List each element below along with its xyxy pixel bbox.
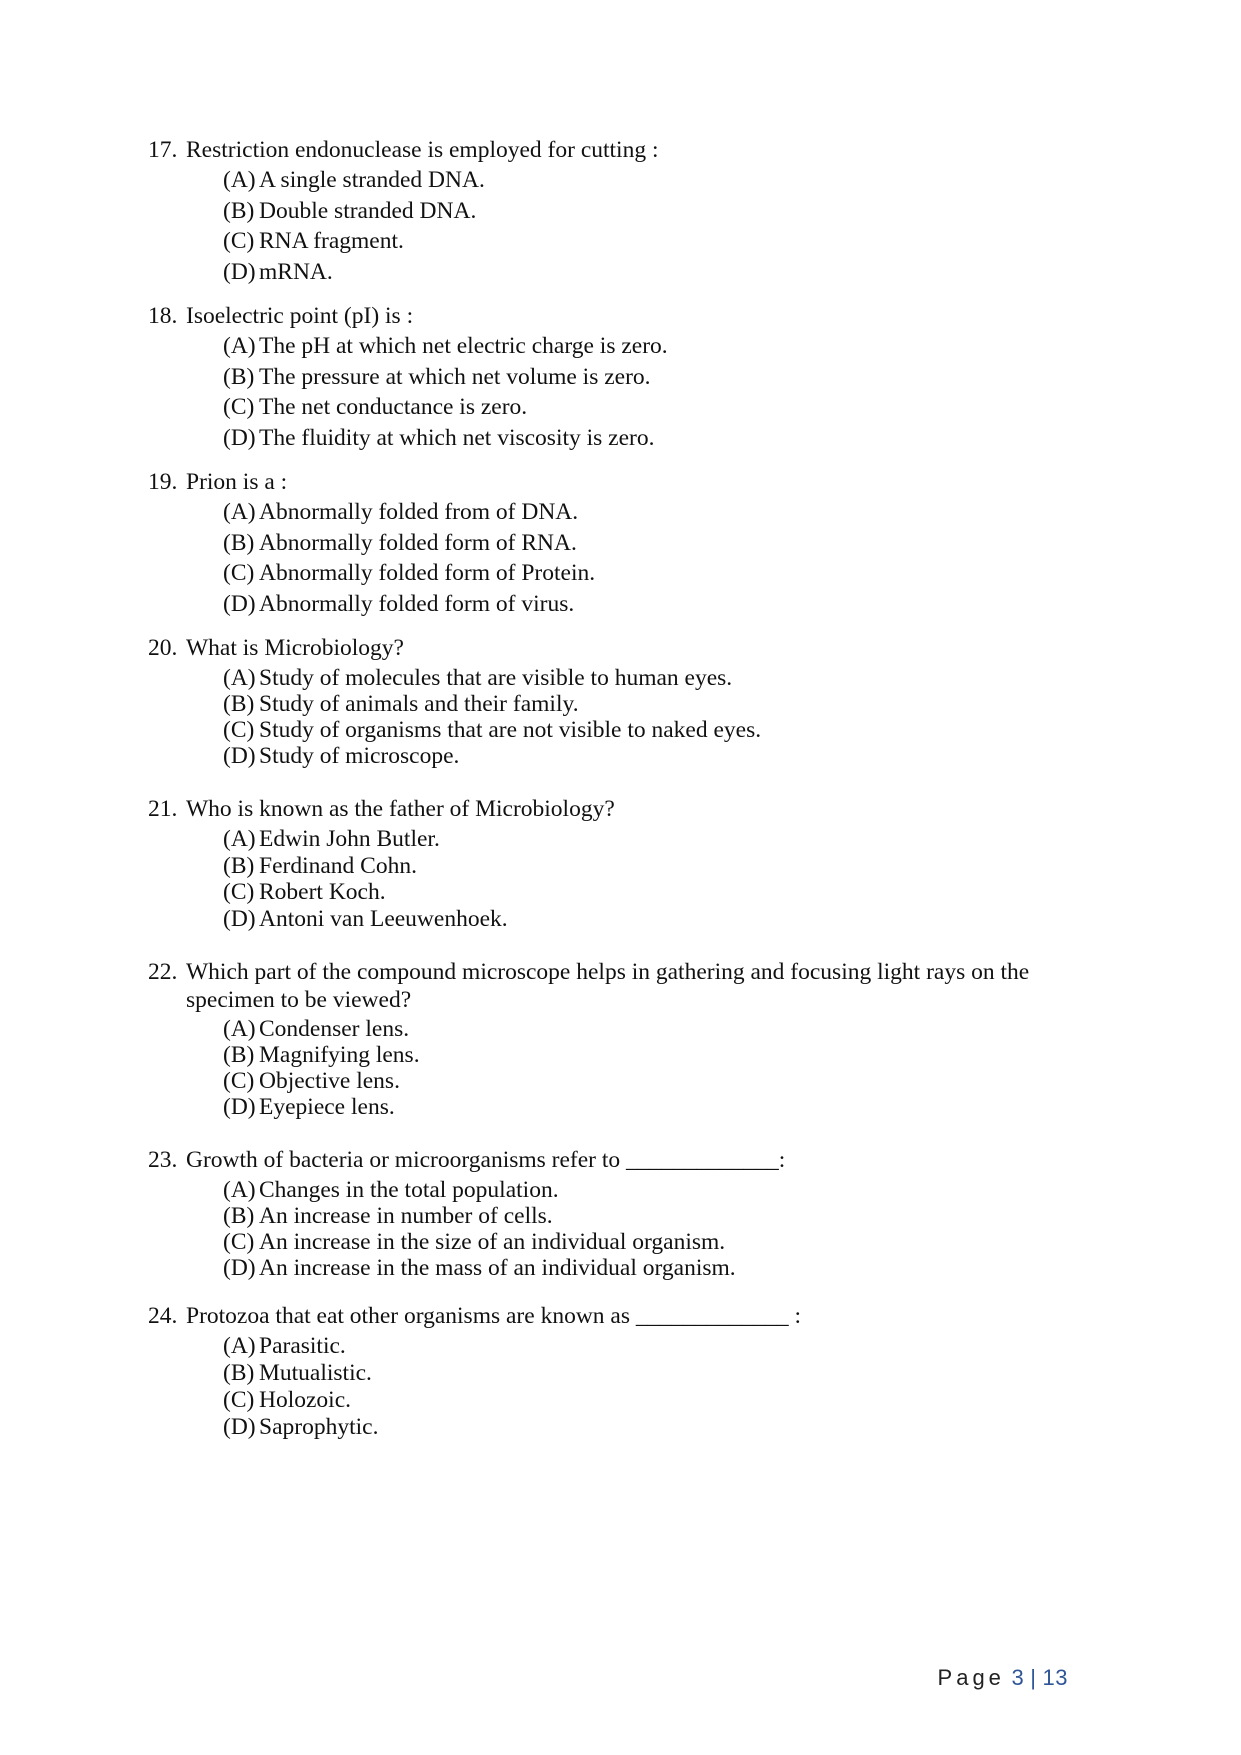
option-text: The fluidity at which net viscosity is zero. — [259, 424, 655, 451]
option-text: The pH at which net electric charge is zero. — [259, 333, 668, 359]
page-footer — [938, 1665, 1068, 1691]
option-list — [223, 1331, 1088, 1439]
option-text: Study of organisms that are not visible to naked eyes. — [259, 717, 762, 743]
option-c — [223, 226, 1088, 257]
question-number: 23. — [148, 1147, 178, 1173]
option-text: Study of animals and their family. — [259, 691, 579, 717]
option-d — [223, 741, 1088, 767]
question-text: What is Microbiology? — [186, 635, 404, 661]
option-c — [223, 1227, 1088, 1253]
question-stem — [148, 301, 1088, 331]
option-c — [223, 715, 1088, 741]
question-text: Which part of the compound microscope helps in gathering and focusing light rays on the specimen to be viewed? — [186, 959, 1030, 1013]
page-number: 3 — [1011, 1665, 1025, 1690]
question-22 — [148, 958, 1088, 1118]
option-text: Double stranded DNA. — [259, 197, 477, 224]
option-a — [223, 1014, 1088, 1040]
option-letter: (C) — [223, 879, 255, 905]
option-list — [223, 1014, 1088, 1118]
option-letter: (D) — [223, 258, 256, 285]
option-b — [223, 851, 1088, 878]
question-23 — [148, 1145, 1088, 1279]
option-letter: (C) — [223, 717, 255, 743]
option-letter: (D) — [223, 743, 256, 769]
option-c — [223, 1385, 1088, 1412]
option-text: Edwin John Butler. — [259, 826, 440, 852]
option-c — [223, 558, 1088, 589]
option-letter: (D) — [223, 905, 256, 932]
option-b — [223, 362, 1088, 393]
option-b — [223, 1358, 1088, 1385]
option-letter: (D) — [223, 424, 256, 451]
question-stem — [148, 633, 1088, 663]
option-d — [223, 589, 1088, 620]
option-text: mRNA. — [259, 258, 333, 285]
question-text: Protozoa that eat other organisms are known as _____________ : — [186, 1303, 802, 1329]
option-text: Parasitic. — [259, 1333, 346, 1359]
question-stem — [148, 1145, 1088, 1175]
option-letter: (B) — [223, 1203, 255, 1229]
question-17 — [148, 135, 1088, 287]
option-d — [223, 1253, 1088, 1279]
option-a — [223, 331, 1088, 362]
option-list — [223, 824, 1088, 930]
option-b — [223, 196, 1088, 227]
option-text: Ferdinand Cohn. — [259, 852, 417, 879]
option-letter: (C) — [223, 1387, 255, 1413]
option-b — [223, 1040, 1088, 1066]
option-b — [223, 689, 1088, 715]
option-text: An increase in the size of an individual organism. — [259, 1229, 726, 1255]
option-list — [223, 165, 1088, 287]
question-number: 21. — [148, 796, 178, 822]
question-number: 19. — [148, 469, 178, 495]
option-text: The net conductance is zero. — [259, 394, 528, 420]
question-21 — [148, 794, 1088, 930]
option-letter: (B) — [223, 852, 255, 879]
option-list — [223, 1175, 1088, 1279]
option-c — [223, 877, 1088, 904]
option-text: Changes in the total population. — [259, 1177, 559, 1203]
option-letter: (C) — [223, 394, 255, 420]
option-text: Study of microscope. — [259, 743, 460, 769]
option-a — [223, 165, 1088, 196]
question-stem — [148, 794, 1088, 824]
question-text: Who is known as the father of Microbiology? — [186, 796, 615, 822]
option-list — [223, 497, 1088, 619]
option-letter: (C) — [223, 1229, 255, 1255]
option-letter: (D) — [223, 1094, 256, 1120]
page-separator: | — [1030, 1665, 1037, 1690]
option-letter: (A) — [223, 1333, 256, 1359]
option-a — [223, 1175, 1088, 1201]
option-b — [223, 1201, 1088, 1227]
option-d — [223, 904, 1088, 931]
option-letter: (B) — [223, 691, 255, 717]
option-letter: (A) — [223, 826, 256, 852]
option-text: Saprophytic. — [259, 1414, 379, 1440]
question-stem — [148, 135, 1088, 165]
option-letter: (A) — [223, 1016, 256, 1042]
option-c — [223, 392, 1088, 423]
option-letter: (D) — [223, 590, 256, 617]
option-text: The pressure at which net volume is zero. — [259, 363, 651, 390]
question-stem — [148, 1301, 1088, 1331]
page-label: Page — [937, 1665, 1005, 1690]
option-text: An increase in number of cells. — [259, 1203, 553, 1229]
question-number: 17. — [148, 137, 178, 163]
question-number: 18. — [148, 303, 178, 329]
option-a — [223, 824, 1088, 851]
option-d — [223, 1412, 1088, 1439]
option-d — [223, 257, 1088, 288]
option-text: Abnormally folded form of virus. — [259, 590, 575, 617]
option-letter: (A) — [223, 167, 256, 193]
option-c — [223, 1066, 1088, 1092]
option-letter: (B) — [223, 363, 255, 390]
option-letter: (C) — [223, 228, 255, 254]
option-text: Mutualistic. — [259, 1360, 372, 1386]
question-text: Prion is a : — [186, 469, 288, 495]
option-text: Robert Koch. — [259, 879, 386, 905]
option-text: Abnormally folded from of DNA. — [259, 499, 579, 525]
option-text: RNA fragment. — [259, 228, 404, 254]
question-text: Growth of bacteria or microorganisms refer to _____________: — [186, 1147, 786, 1173]
question-18 — [148, 301, 1088, 453]
option-list — [223, 331, 1088, 453]
option-letter: (A) — [223, 499, 256, 525]
option-letter: (B) — [223, 1042, 255, 1068]
option-a — [223, 497, 1088, 528]
question-stem — [148, 467, 1088, 497]
option-text: Abnormally folded form of RNA. — [259, 529, 577, 556]
question-number: 24. — [148, 1303, 178, 1329]
option-d — [223, 1092, 1088, 1118]
option-letter: (D) — [223, 1255, 256, 1281]
option-text: Eyepiece lens. — [259, 1094, 395, 1120]
question-number: 22. — [148, 959, 178, 985]
option-a — [223, 663, 1088, 689]
question-24 — [148, 1301, 1088, 1439]
option-text: Abnormally folded form of Protein. — [259, 560, 596, 586]
option-d — [223, 423, 1088, 454]
question-number: 20. — [148, 635, 178, 661]
option-text: Antoni van Leeuwenhoek. — [259, 905, 508, 932]
question-20 — [148, 633, 1088, 767]
option-text: A single stranded DNA. — [259, 167, 485, 193]
option-text: Condenser lens. — [259, 1016, 410, 1042]
option-b — [223, 528, 1088, 559]
option-letter: (D) — [223, 1414, 256, 1440]
page-total: 13 — [1042, 1665, 1068, 1690]
option-letter: (B) — [223, 1360, 255, 1386]
option-letter: (B) — [223, 529, 255, 556]
option-text: An increase in the mass of an individual organism. — [259, 1255, 736, 1281]
option-letter: (C) — [223, 1068, 255, 1094]
option-letter: (A) — [223, 1177, 256, 1203]
question-text: Restriction endonuclease is employed for cutting : — [186, 137, 659, 163]
option-text: Study of molecules that are visible to human eyes. — [259, 665, 733, 691]
option-text: Magnifying lens. — [259, 1042, 420, 1068]
question-stem — [148, 958, 1088, 1014]
option-letter: (C) — [223, 560, 255, 586]
option-a — [223, 1331, 1088, 1358]
option-text: Objective lens. — [259, 1068, 400, 1094]
option-list — [223, 663, 1088, 767]
question-text: Isoelectric point (pI) is : — [186, 303, 414, 329]
option-letter: (B) — [223, 197, 255, 224]
question-19 — [148, 467, 1088, 619]
option-letter: (A) — [223, 333, 256, 359]
option-letter: (A) — [223, 665, 256, 691]
option-text: Holozoic. — [259, 1387, 352, 1413]
